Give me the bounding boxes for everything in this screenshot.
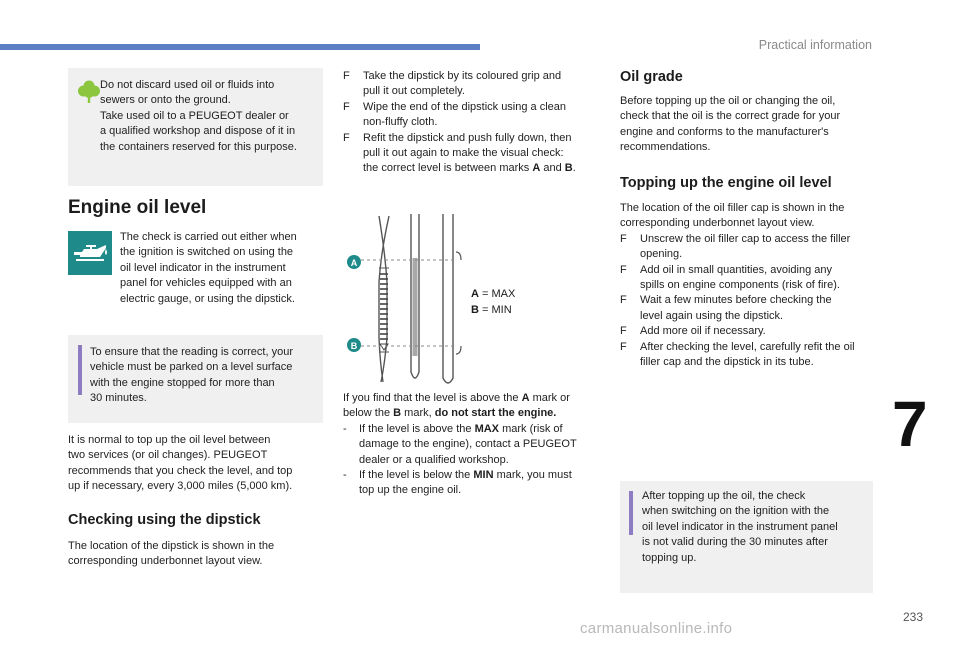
dipstick-title: Checking using the dipstick — [68, 512, 261, 528]
topping-step: F Wait a few minutes before checking the level again using the dipstick. — [620, 294, 832, 322]
oil-grade-text: Before topping up the oil or changing the oil, check that the oil is the correct grade for your engine and conforms to the manufacturer's recommendations. — [620, 95, 841, 154]
chapter-number: 7 — [892, 388, 928, 460]
topping-step: F Unscrew the oil filler cap to access the filler opening. — [620, 232, 851, 261]
oil-grade-title: Oil grade — [620, 69, 683, 85]
topping-up-title: Topping up the engine oil level — [620, 175, 832, 191]
environment-note-box — [68, 68, 323, 186]
section-title: Practical information — [758, 38, 872, 52]
step-marker: F — [343, 131, 350, 144]
after-topping-note-text: After topping up the oil, the check when switching on the ignition with the oil level indicator in the instrument panel is not valid during the 30 minutes after topping up. — [642, 490, 838, 564]
level-check-item: - If the level is below the MIN mark, you must top up the engine oil. — [343, 469, 572, 497]
leaf-icon — [78, 80, 100, 104]
oil-can-icon — [68, 231, 112, 275]
page-number: 233 — [903, 610, 924, 624]
diagram-legend — [471, 286, 515, 318]
header-accent-bar — [0, 44, 480, 50]
info-icon — [78, 345, 82, 395]
step-marker: F — [343, 70, 350, 82]
engine-oil-intro: The check is carried out either when the ignition is switched on using the oil level indicator in the instrument panel for vehicles equipped with an electric gauge, or using the dipstick. — [120, 231, 297, 305]
topping-up-text: The location of the oil filler cap is shown in the corresponding underbonnet layout view. F Unscrew the oil filler cap to access the filler opening. F Add oil in small quantities, avoiding any spills on engine components (risk of fire). F Wait a few minutes before checking the level again using the dipstick. F Add more oil if necessary. F After checking the level, carefully refit the oil filler cap and the dipstick in its tube. — [620, 201, 890, 370]
after-topping-note-box — [620, 481, 873, 593]
diagram-label-b: B — [350, 341, 358, 351]
environment-note-text: Do not discard used oil or fluids into sewers or onto the ground. Take used oil to a PEUGEOT dealer or a qualified workshop and dispose of it in the containers reserved for this purpose. — [100, 79, 297, 153]
topping-step: F Add oil in small quantities, avoiding any spills on engine components (risk of fire). — [620, 263, 840, 292]
level-check-text: If you find that the level is above the A mark or below the B mark, do not start the engine. - If the level is above the MAX mark (risk of damage to the engine), contact a PEUGEOT dealer or a qualified workshop. - If the level is below the MIN mark, you must top up the engine oil. — [343, 391, 608, 499]
topping-step: F Add more oil if necessary. — [620, 325, 766, 338]
step-item: F Refit the dipstick and push fully down, then pull it out again to make the visual check: the correct level is between marks A and B. — [343, 131, 603, 177]
legend-max: A = MAX — [471, 288, 516, 300]
step-item: F Take the dipstick by its coloured grip and pull it out completely. — [343, 69, 603, 100]
level-check-item: - If the level is above the MAX mark (risk of damage to the engine), contact a PEUGEOT dealer or a qualified workshop. — [343, 422, 577, 466]
level-info-text: To ensure that the reading is correct, your vehicle must be parked on a level surface with the engine stopped for more than 30 minutes. — [90, 346, 293, 405]
engine-oil-level-title: Engine oil level — [68, 197, 207, 218]
watermark: carmanualsonline.info — [580, 620, 733, 637]
step-item: F Wipe the end of the dipstick using a clean non-fluffy cloth. — [343, 100, 603, 131]
topping-step: F After checking the level, carefully refit the oil filler cap and the dipstick in its tube. — [620, 340, 855, 369]
step-marker: F — [343, 100, 350, 113]
info-icon — [629, 491, 633, 535]
dipstick-diagram — [343, 212, 473, 388]
legend-min: B = MIN — [471, 304, 512, 316]
diagram-label-a: A — [350, 258, 358, 268]
normal-topup-text: It is normal to top up the oil level between two services (or oil changes). PEUGEOT recommends that you check the level, and top up if necessary, every 3,000 miles (5,000 km). — [68, 434, 293, 493]
dipstick-steps — [343, 69, 603, 177]
dipstick-location-text: The location of the dipstick is shown in the corresponding underbonnet layout view. — [68, 540, 275, 568]
level-info-box — [68, 335, 323, 423]
